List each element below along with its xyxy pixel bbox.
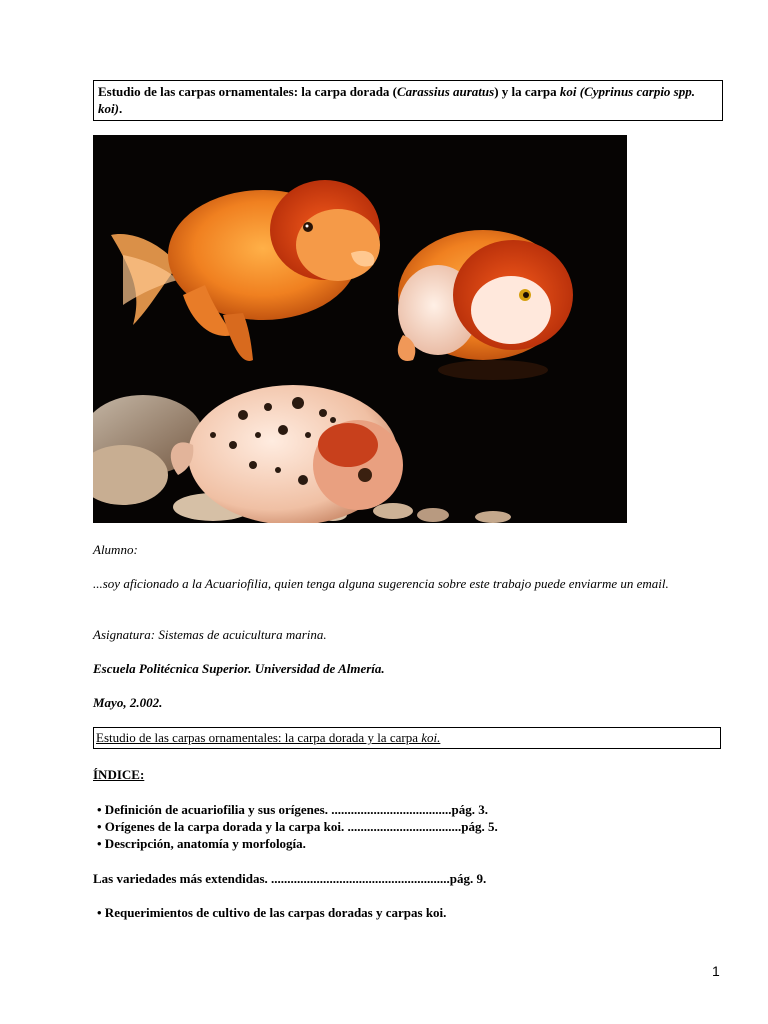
title-scientific-name-1: Carassius auratus [397,84,495,99]
goldfish-illustration [93,135,627,523]
document-title [93,80,723,121]
title-part-3: . [118,101,123,116]
index-heading: ÍNDICE: [93,767,145,782]
index-item-requerimientos: • Requerimientos de cultivo de las carpas doradas y carpas koi. [97,905,447,920]
subtitle-text: Estudio de las carpas ornamentales: la carpa dorada y la carpa [96,730,422,745]
asignatura-line: Asignatura: Sistemas de acuicultura marina. [93,627,327,642]
index-item-variedades: Las variedades más extendidas. .......................................................pág. 9. [93,871,487,886]
goldfish-photo [93,135,627,523]
school-name: Escuela Politécnica Superior. Universidad de Almería. [93,661,385,676]
title-part-2: ) y la carpa [494,84,560,99]
title-scientific-name-2: koi (Cyprinus carpio spp. koi) [98,84,695,116]
page-number: 1 [712,963,720,979]
subtitle-koi: koi. [421,730,441,745]
index-item-1: • Definición de acuariofilia y sus orígenes. .....................................pág. 3. [97,802,488,817]
index-item-2: • Orígenes de la carpa dorada y la carpa koi. ...................................pág. 5. [97,819,498,834]
author-note: ...soy aficionado a la Acuariofilia, quien tenga alguna sugerencia sobre este trabajo puede enviarme un email. [93,576,669,591]
index-item-3: • Descripción, anatomía y morfología. [97,836,306,851]
date-line: Mayo, 2.002. [93,695,163,710]
title-part-1: Estudio de las carpas ornamentales: la carpa dorada ( [98,84,397,99]
subtitle-box [93,727,721,749]
alumno-label: Alumno: [93,542,138,557]
